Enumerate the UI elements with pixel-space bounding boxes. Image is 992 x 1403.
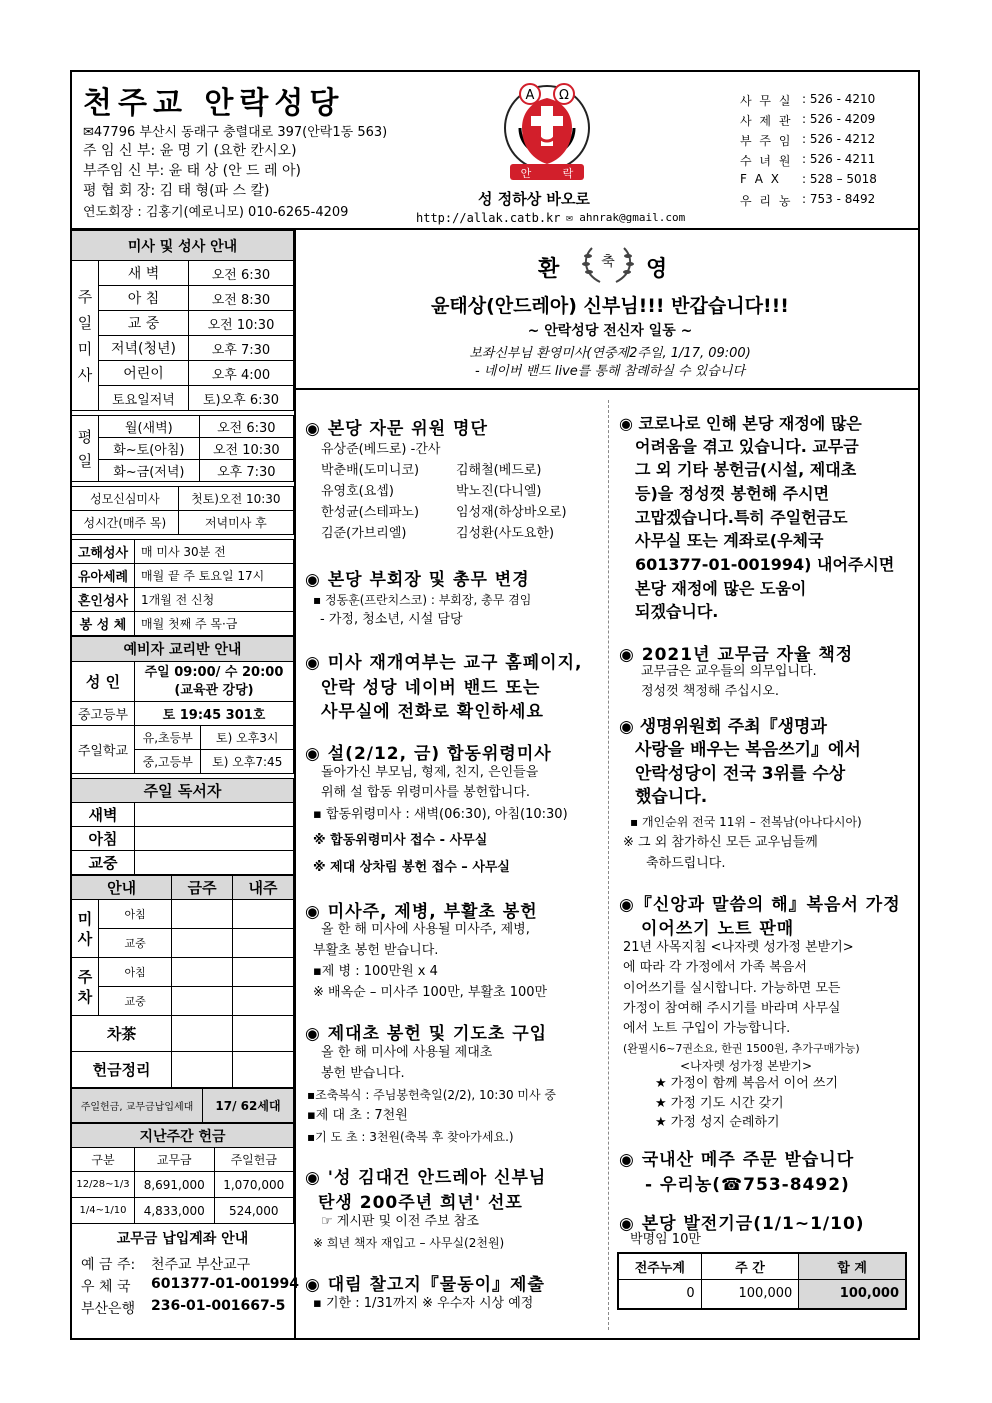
last-week-header: 교무금 — [135, 1148, 215, 1172]
duty-cell — [233, 987, 294, 1016]
mass-time: 토)오후 6:30 — [188, 386, 293, 411]
lunar-mass-time: ▪ 합동위령미사 : 새벽(06:30), 아침(10:30) — [313, 807, 568, 822]
lunar-mass-registration: ※ 합동위령미사 접수 - 사무실 — [313, 833, 488, 848]
sunday-school-group: 중,고등부 — [135, 750, 201, 774]
mass-name: 토요일저녁 — [99, 386, 189, 411]
contact-number: : 526 - 4209 — [802, 112, 876, 126]
adult-class-info — [135, 662, 294, 702]
reader-name-cell — [135, 851, 294, 875]
duty-cell — [233, 1052, 294, 1088]
parish-logo — [502, 80, 592, 185]
duty-group-label: 미사 — [72, 900, 99, 958]
wine-offering-bread: ▪제 병 : 100만원 x 4 — [313, 964, 438, 979]
sidebar — [71, 230, 299, 1320]
duty-cell — [172, 1016, 233, 1052]
gospel-note-text: 이어쓰기를 실시합니다. 가능하면 모든 — [623, 981, 841, 996]
parish-website[interactable]: http://allak.catb.kr — [416, 211, 561, 225]
duty-header: 내주 — [233, 876, 294, 900]
sidebar-divider — [294, 228, 296, 1340]
contact-row — [740, 112, 890, 132]
contact-row — [740, 172, 890, 192]
wine-offering-title: ◉ 미사주, 제병, 부활초 봉헌 — [305, 902, 538, 922]
mass-time: 오전 10:30 — [199, 438, 293, 460]
fund-title: ◉ 본당 발전기금(1/1~1/10) — [619, 1214, 865, 1234]
weekday-mass-label: 평일 — [72, 416, 99, 482]
vice-president-line: ▪ 정동훈(프란치스코) : 부회장, 총무 겸임 — [313, 593, 532, 607]
welcome-headline: 윤태상(안드레아) 신부님!!! 반갑습니다!!! — [431, 295, 789, 317]
special-mass-time: 첫토)오전 10:30 — [178, 487, 293, 511]
reader-name-cell — [135, 827, 294, 851]
advisor-name: 김준(가브리엘) — [321, 526, 407, 541]
gospel-award-title: 안락성당이 전국 3위를 수상 — [635, 764, 846, 784]
candle-text: 올 한 해 미사에 사용될 제대초 — [321, 1045, 493, 1060]
advisor-name: 유영호(요셉) — [321, 484, 394, 499]
highschool-label: 중고등부 — [72, 702, 135, 726]
duty-cell — [233, 900, 294, 929]
parish-address: ✉47796 부산시 동래구 충렬대로 397(안락1동 563) — [83, 125, 388, 140]
advisors-lead: 유상준(베드로) -간사 — [321, 442, 441, 457]
advent-letter-title: ◉ 대림 찰고지『물동이』제출 — [305, 1275, 545, 1295]
patron-saint: 성 정하상 바오로 — [478, 190, 590, 208]
contact-row — [740, 92, 890, 112]
candle-text: 봉헌 받습니다. — [321, 1066, 405, 1081]
reader-name-cell — [135, 803, 294, 827]
candle-blessing: ▪조축복식 : 주님봉헌축일(2/2), 10:30 미사 중 — [307, 1088, 557, 1102]
council-president-line: 평 협 회 장: 김 태 형(파 스 칼) — [83, 183, 270, 199]
jubilee-reference: ☞ 게시판 및 이전 주보 참조 — [321, 1214, 479, 1229]
duty-header: 안내 — [72, 876, 172, 900]
mass-schedule-title: 미사 및 성사 안내 — [72, 231, 294, 261]
finance-notice: ◉ 코로나로 인해 본당 재정에 많은 — [619, 414, 862, 433]
special-mass-name: 성모신심미사 — [72, 487, 179, 511]
meju-title: ◉ 국내산 메주 주문 받습니다 — [619, 1150, 855, 1170]
mass-time: 오전 10:30 — [188, 311, 293, 336]
readers-title: 주일 독서자 — [72, 779, 294, 803]
advisor-name: 박노진(다니엘) — [456, 484, 542, 499]
duty-row-label: 아침 — [99, 900, 172, 929]
contact-number: : 526 - 4211 — [802, 152, 876, 166]
logo-char-rak: 락 — [562, 167, 574, 180]
contact-label: F A X — [740, 172, 781, 186]
gospel-note-text: 에 따라 각 가정에서 가족 복음서 — [623, 960, 807, 975]
sacrament-desc: 매월 끝 주 토요일 17시 — [135, 564, 294, 588]
gospel-note-point: ★ 가정이 함께 복음서 이어 쓰기 — [655, 1076, 839, 1091]
fund-weekly: 100,000 — [701, 1279, 799, 1309]
wine-offering-text: 부활초 봉헌 받습니다. — [313, 943, 439, 958]
candle-altar-price: ▪제 대 초 : 7천원 — [307, 1108, 408, 1123]
sacrament-desc: 매월 첫째 주 목·금 — [135, 612, 294, 636]
mass-name: 화~토(아침) — [99, 438, 200, 460]
contact-number: : 753 - 8492 — [802, 192, 876, 206]
last-week-offering-table — [71, 1123, 294, 1224]
duty-cell — [172, 929, 233, 958]
dues-text: 교무금은 교우들의 의무입니다. — [641, 664, 817, 679]
mass-time: 오후 7:30 — [199, 460, 293, 482]
senior-president-line: 연도회장 : 김홍기(예로니모) 010-6265-4209 — [83, 205, 349, 220]
duty-cell — [172, 1052, 233, 1088]
tea-duty-label: 차茶 — [72, 1016, 172, 1052]
mass-name: 어린이 — [99, 361, 189, 386]
advisor-name: 김해철(베드로) — [456, 463, 542, 478]
finance-notice: 고맙겠습니다.특히 주일헌금도 — [635, 508, 848, 527]
fund-cumulative: 0 — [618, 1279, 701, 1309]
vice-president-duty: - 가정, 청소년, 시설 담당 — [320, 612, 463, 627]
bulletin-title: 천주교 안락성당 — [83, 86, 345, 121]
last-week-dues: 8,691,000 — [135, 1172, 215, 1198]
last-week-dues: 4,833,000 — [135, 1198, 215, 1224]
wine-offering-text: 올 한 해 미사에 사용될 미사주, 제병, — [321, 922, 530, 937]
reader-slot: 아침 — [72, 827, 135, 851]
sunday-school-time: 토) 오후3시 — [201, 726, 294, 750]
fund-header: 주 간 — [701, 1253, 799, 1279]
special-mass-time: 저녁미사 후 — [178, 511, 293, 535]
advisor-name: 한성균(스테파노) — [321, 505, 420, 520]
account-value: 236-01-001667-5 — [151, 1298, 286, 1314]
sacrament-name: 봉 성 체 — [72, 612, 135, 636]
gospel-note-title: 이어쓰기 노트 판매 — [641, 919, 795, 939]
mass-time: 오전 6:30 — [199, 416, 293, 438]
parish-email[interactable]: ✉ ahnrak@gmail.com — [566, 211, 686, 224]
gospel-note-title: ◉『신앙과 말씀의 해』복음서 가정 — [619, 895, 901, 915]
advisor-name: 김성환(사도요한) — [456, 526, 555, 541]
column-divider — [608, 400, 609, 1330]
duty-cell — [172, 900, 233, 929]
sacrament-name: 유아세례 — [72, 564, 135, 588]
mass-time: 오후 7:30 — [188, 336, 293, 361]
gospel-award-individual: ▪ 개인순위 전국 11위 – 전복남(아나다시아) — [630, 815, 862, 829]
gospel-note-point: ★ 가정 기도 시간 갖기 — [655, 1096, 784, 1111]
gospel-note-price: (완필시6~7권소요, 한권 1500원, 추가구매가능) — [623, 1042, 860, 1055]
catechumen-table — [71, 636, 294, 774]
account-value: 천주교 부산교구 — [151, 1257, 251, 1273]
mass-resume-notice: ◉ 미사 재개여부는 교구 홈페이지, — [305, 653, 583, 673]
mass-name: 저녁(청년) — [99, 336, 189, 361]
jubilee-booklet: ※ 희년 책자 재입고 – 사무실(2천원) — [313, 1236, 505, 1250]
duty-cell — [233, 1016, 294, 1052]
mass-name: 교 중 — [99, 311, 189, 336]
mass-time: 오후 4:00 — [188, 361, 293, 386]
offering-sort-label: 헌금정리 — [72, 1052, 172, 1088]
welcome-mass-info: 보좌신부님 환영미사(연중제2주일, 1/17, 09:00) — [469, 346, 751, 361]
adult-class-place: (교육관 강당) — [174, 682, 254, 698]
sacrament-desc: 매 미사 30분 전 — [135, 540, 294, 564]
contact-row — [740, 132, 890, 152]
last-week-title: 지난주간 헌금 — [72, 1124, 294, 1148]
contact-list — [740, 92, 890, 212]
mass-time: 오전 6:30 — [188, 261, 293, 286]
contact-number: : 526 - 4212 — [802, 132, 876, 146]
dues-title: ◉ 2021년 교무금 자율 책정 — [619, 645, 854, 665]
duty-cell — [172, 987, 233, 1016]
contact-row — [740, 152, 890, 172]
duty-cell — [233, 929, 294, 958]
finance-notice: 601377-01-001994) 내어주시면 — [635, 555, 895, 574]
welcome-divider — [294, 388, 920, 390]
weekday-mass-table — [71, 415, 294, 482]
advisor-name: 임성재(하상바오로) — [456, 505, 567, 520]
dues-text: 정성껏 책정해 주십시오. — [641, 684, 779, 699]
sacrament-table — [71, 539, 294, 636]
gospel-note-point: ★ 가정 성지 순례하기 — [655, 1115, 780, 1130]
last-week-sunday: 1,070,000 — [214, 1172, 294, 1198]
laurel-wreath-icon — [578, 242, 638, 286]
mass-schedule-table — [71, 230, 294, 411]
fund-header: 합 계 — [799, 1253, 906, 1279]
account-label: 우 체 국 — [81, 1279, 131, 1295]
logo-omega: Ω — [559, 88, 569, 103]
account-label: 예 금 주: — [81, 1257, 136, 1273]
contact-row — [740, 192, 890, 212]
special-mass-name: 성시간(매주 목) — [72, 511, 179, 535]
households-label: 주일헌금, 교무금납입세대 — [72, 1089, 203, 1123]
contact-number: : 528 – 5018 — [802, 172, 877, 186]
lunar-mass-title: ◉ 설(2/12, 금) 합동위령미사 — [305, 744, 552, 764]
gospel-award-thanks: 축하드립니다. — [646, 856, 726, 871]
welcome-char-right: 영 — [646, 257, 668, 282]
gospel-note-subtitle: <나자렛 성가정 본받기> — [680, 1059, 813, 1073]
households-value: 17/ 62세대 — [203, 1089, 294, 1123]
fund-header: 전주누계 — [618, 1253, 701, 1279]
adult-class-label: 성 인 — [72, 662, 135, 702]
mass-name: 월(새벽) — [99, 416, 200, 438]
contact-number: : 526 - 4210 — [802, 92, 876, 106]
account-label: 부산은행 — [81, 1301, 136, 1317]
lunar-mass-text: 위해 설 합동 위령미사를 봉헌합니다. — [321, 785, 531, 800]
sunday-mass-label: 주일미사 — [72, 261, 99, 411]
highschool-time: 토 19:45 301호 — [135, 702, 294, 726]
last-week-sunday: 524,000 — [214, 1198, 294, 1224]
readers-table — [71, 778, 294, 875]
fund-total: 100,000 — [799, 1279, 906, 1309]
sacrament-desc: 1개월 전 신청 — [135, 588, 294, 612]
catechumen-title: 예비자 교리반 안내 — [72, 637, 294, 662]
gospel-note-text: 가정이 참여해 주시기를 바라며 사무실 — [623, 1001, 841, 1016]
pastor-line: 주 임 신 부: 윤 명 기 (요한 칸시오) — [83, 143, 297, 159]
gospel-award-title: 했습니다. — [635, 787, 708, 807]
last-week-period: 1/4~1/10 — [72, 1198, 135, 1224]
special-mass-table — [71, 486, 294, 535]
advisors-title: ◉ 본당 자문 위원 명단 — [305, 419, 488, 439]
candle-prayer-price: ▪기 도 초 : 3천원(축복 후 찾아가세요.) — [307, 1130, 514, 1144]
mass-name: 아 침 — [99, 286, 189, 311]
sacrament-name: 혼인성사 — [72, 588, 135, 612]
account-title: 교무금 납입계좌 안내 — [116, 1231, 249, 1247]
contact-label: 부 주 임 — [740, 134, 793, 148]
last-week-header: 주일헌금 — [214, 1148, 294, 1172]
finance-notice: 되겠습니다. — [635, 602, 719, 621]
contact-label: 사 무 실 — [740, 94, 793, 108]
mass-time: 오전 8:30 — [188, 286, 293, 311]
mass-resume-notice: 안락 성당 네이버 밴드 또는 — [321, 678, 541, 698]
sunday-school-label: 주일학교 — [72, 726, 135, 774]
advisor-name: 박춘배(도미니코) — [321, 463, 420, 478]
assistant-pastor-line: 부주임 신 부: 윤 태 상 (안 드 레 아) — [83, 163, 301, 179]
lunar-mass-text: 돌아가신 부모님, 형제, 친지, 은인들을 — [321, 765, 539, 780]
lunar-altar-registration: ※ 제대 상차림 봉헌 접수 – 사무실 — [313, 860, 510, 875]
welcome-live-info: - 네이버 밴드 live를 통해 참례하실 수 있습니다 — [474, 364, 746, 379]
gospel-award-title: ◉ 생명위원회 주최『생명과 — [619, 717, 827, 737]
duty-row-label: 교중 — [99, 929, 172, 958]
sunday-school-group: 유,초등부 — [135, 726, 201, 750]
mass-resume-notice: 사무실에 전화로 확인하세요 — [321, 702, 544, 722]
households-table — [71, 1088, 294, 1123]
candle-title: ◉ 제대초 봉헌 및 기도초 구입 — [305, 1024, 548, 1044]
mass-name: 화~금(저녁) — [99, 460, 200, 482]
duty-group-label: 주차 — [72, 958, 99, 1016]
adult-class-time: 주일 09:00/ 수 20:00 — [144, 664, 284, 680]
fund-donor: 박명임 10만 — [630, 1232, 701, 1247]
contact-label: 수 녀 원 — [740, 154, 793, 168]
duty-cell — [233, 958, 294, 987]
reader-slot: 교중 — [72, 851, 135, 875]
gospel-note-text: 에서 노트 구입이 가능합니다. — [623, 1021, 791, 1036]
fund-table — [617, 1252, 907, 1310]
gospel-award-thanks: ※ 그 외 참가하신 모든 교우님들께 — [623, 835, 818, 850]
gospel-note-text: 21년 사목지침 <나자렛 성가정 본받기> — [623, 940, 854, 955]
last-week-header: 구분 — [72, 1148, 135, 1172]
vice-president-title: ◉ 본당 부회장 및 총무 변경 — [305, 570, 530, 590]
finance-notice: 어려움을 겪고 있습니다. 교무금 — [635, 437, 859, 456]
welcome-char-mid: 축 — [601, 254, 615, 270]
sunday-school-time: 토) 오후7:45 — [201, 750, 294, 774]
gospel-award-title: 사랑을 배우는 복음쓰기』에서 — [635, 740, 861, 760]
finance-notice: 그 외 기타 봉헌금(시설, 제대초 — [635, 460, 857, 479]
contact-label: 우 리 농 — [740, 194, 793, 208]
duty-header: 금주 — [172, 876, 233, 900]
finance-notice: 사무실 또는 계좌로(우체국 — [635, 531, 824, 550]
duty-row-label: 교중 — [99, 987, 172, 1016]
sacrament-name: 고해성사 — [72, 540, 135, 564]
meju-phone: - 우리농(☎753-8492) — [645, 1175, 850, 1195]
welcome-subtitle: ~ 안락성당 전신자 일동 ~ — [527, 323, 693, 339]
duty-row-label: 아침 — [99, 958, 172, 987]
welcome-char-left: 환 — [538, 257, 560, 282]
jubilee-title: 탄생 200주년 희년' 선포 — [318, 1193, 523, 1213]
jubilee-title: ◉ '성 김대건 안드레아 신부님 — [305, 1168, 547, 1188]
mass-name: 새 벽 — [99, 261, 189, 286]
advent-letter-deadline: ▪ 기한 : 1/31까지 ※ 우수자 시상 예정 — [313, 1296, 534, 1311]
finance-notice: 등)을 정성껏 봉헌해 주시면 — [635, 484, 830, 503]
reader-slot: 새벽 — [72, 803, 135, 827]
duty-table — [71, 875, 294, 1088]
last-week-period: 12/28~1/3 — [72, 1172, 135, 1198]
account-value: 601377-01-001994 — [151, 1276, 299, 1292]
contact-label: 사 제 관 — [740, 114, 793, 128]
account-box — [71, 1224, 299, 1320]
finance-notice: 본당 재정에 많은 도움이 — [635, 579, 807, 598]
logo-char-an: 안 — [520, 167, 532, 180]
logo-alpha: A — [525, 88, 535, 103]
duty-cell — [172, 958, 233, 987]
wine-offering-donor: ※ 배옥순 – 미사주 100만, 부활초 100만 — [313, 985, 548, 1000]
